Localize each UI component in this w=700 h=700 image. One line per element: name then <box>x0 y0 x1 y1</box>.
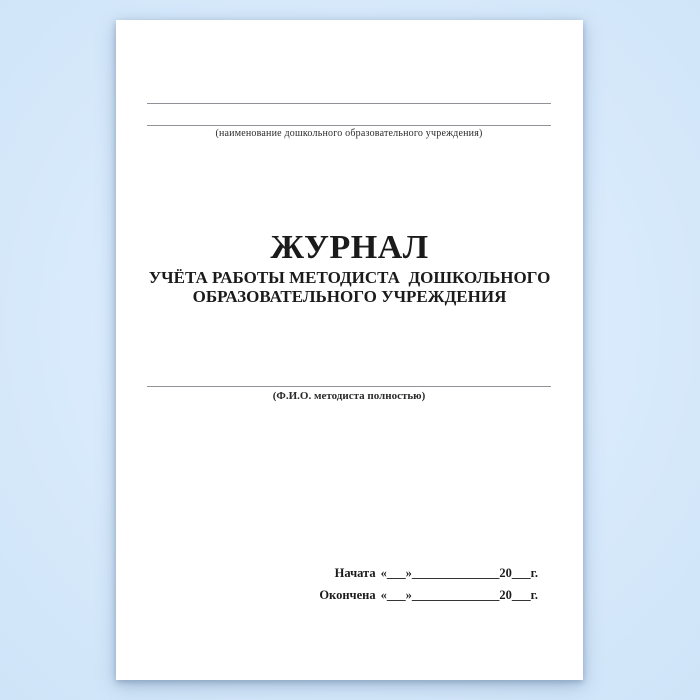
journal-cover-page <box>116 20 583 680</box>
started-date-blank: «___»______________20___г. <box>380 566 538 580</box>
journal-subtitle-line-1: УЧЁТА РАБОТЫ МЕТОДИСТА ДОШКОЛЬНОГО <box>148 268 551 287</box>
org-name-caption: (наименование дошкольного образовательного учреждения) <box>215 128 483 139</box>
org-name-blank-line-2 <box>147 125 551 126</box>
journal-heading <box>116 231 583 306</box>
fio-blank-line <box>147 386 551 387</box>
ended-date-blank: «___»______________20___г. <box>380 588 538 602</box>
ended-label: Окончена <box>319 588 376 602</box>
started-label: Начата <box>334 566 376 580</box>
org-name-blank-line-1 <box>147 103 551 104</box>
fio-caption: (Ф.И.О. методиста полностью) <box>272 390 426 402</box>
journal-subtitle-line-2: ОБРАЗОВАТЕЛЬНОГО УЧРЕЖДЕНИЯ <box>192 287 507 306</box>
journal-title: ЖУРНАЛ <box>270 229 429 266</box>
journal-subtitle <box>116 268 583 306</box>
dates-block <box>319 566 538 602</box>
